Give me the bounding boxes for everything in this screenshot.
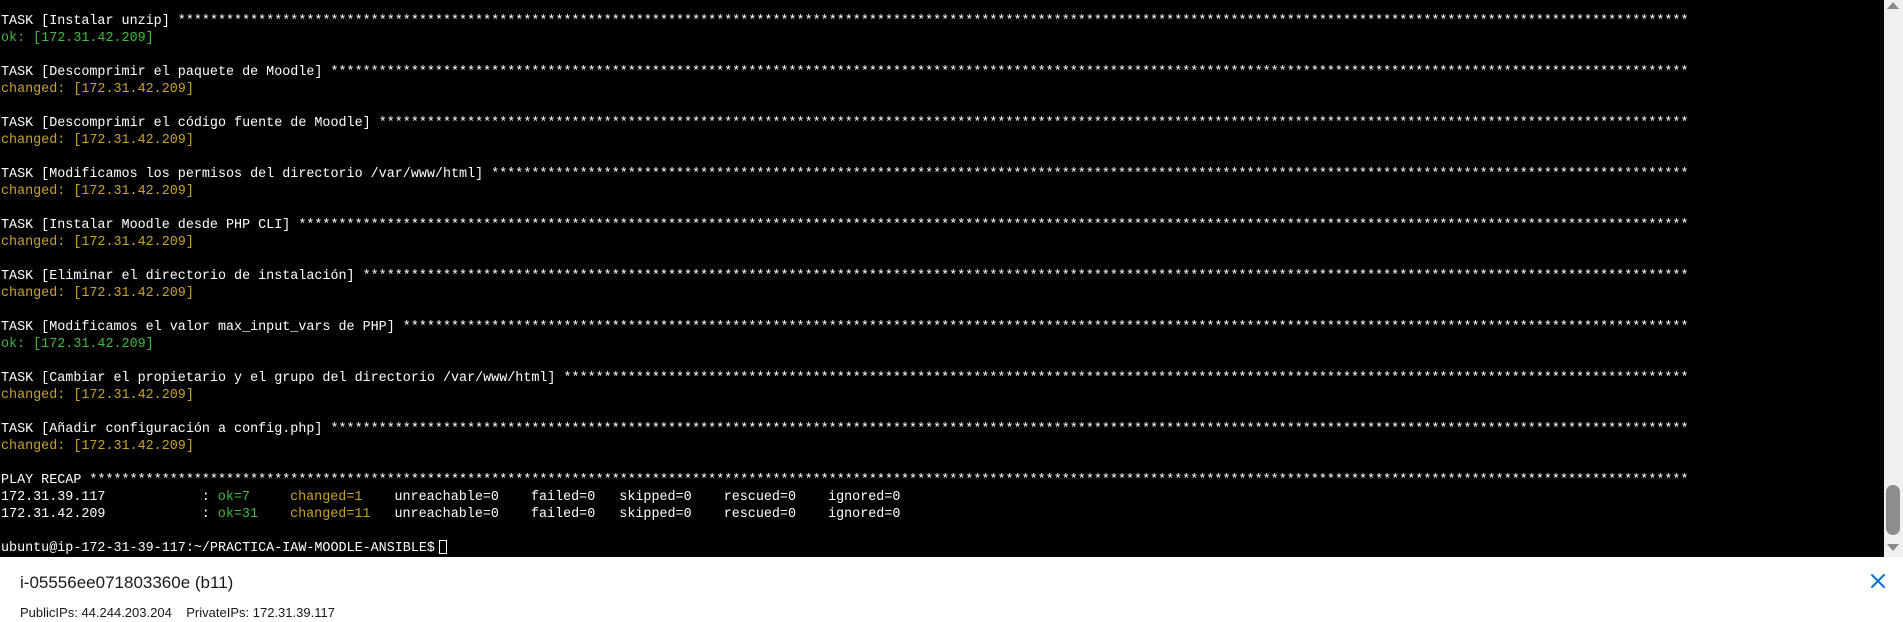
blank-line [1,47,1881,64]
task-result: changed: [172.31.42.209] [1,184,194,199]
task-separator: **************************************************************************************************************************************************************** [402,320,1689,335]
scrollbar-thumb[interactable] [1886,485,1900,535]
task-result: changed: [172.31.42.209] [1,133,194,148]
task-title: TASK [Descomprimir el código fuente de Moodle] [1,116,379,131]
task-separator: ******************************************************************************************************************************************************************************************** [177,14,1689,29]
private-ips-value: 172.31.39.117 [252,605,335,620]
task-line [1,370,1881,387]
recap-ignored: ignored=0 [828,507,901,522]
blank-line [1,200,1881,217]
recap-changed: changed=1 [290,490,363,505]
blank-line [1,404,1881,421]
recap-unreachable: unreachable=0 [394,490,499,505]
recap-host: 172.31.39.117 [1,490,106,505]
terminal-output [1,13,1881,557]
blank-line [1,251,1881,268]
recap-failed: failed=0 [530,507,596,522]
task-title: TASK [Instalar unzip] [1,14,178,29]
task-result: ok: [172.31.42.209] [1,337,154,352]
recap-host: 172.31.42.209 [1,507,106,522]
close-icon [1866,569,1890,593]
blank-line [1,302,1881,319]
instance-title: i-05556ee071803360e (b11) [20,573,234,592]
recap-unreachable: unreachable=0 [394,507,499,522]
task-result: changed: [172.31.42.209] [1,286,194,301]
private-ips-label: PrivateIPs: [186,605,250,620]
task-title: TASK [Instalar Moodle desde PHP CLI] [1,218,299,233]
task-result: changed: [172.31.42.209] [1,82,194,97]
terminal-cursor [439,540,447,554]
task-separator: ******************************************************************************************************************************************************************* [378,116,1689,131]
public-ips-value: 44.244.203.204 [81,605,172,620]
task-title: TASK [Cambiar el propietario y el grupo del directorio /var/www/html] [1,371,564,386]
instance-info-panel [0,557,1903,622]
blank-line [1,149,1881,166]
task-separator: ********************************************************************************************************************************************************************* [362,269,1689,284]
task-line [1,64,1881,81]
task-separator: ***************************************************************************************************************************************************************************** [298,218,1689,233]
blank-line [1,353,1881,370]
recap-skipped: skipped=0 [619,507,692,522]
blank-line [1,455,1881,472]
task-separator: ************************************************************************************************************************************************************************* [330,65,1689,80]
recap-rescued: rescued=0 [723,507,797,522]
task-result: changed: [172.31.42.209] [1,439,194,454]
task-line [1,115,1881,132]
task-title: TASK [Modificamos el valor max_input_vars de PHP] [1,320,403,335]
task-separator: ******************************************************************************************************************************************** [563,371,1689,386]
recap-failed: failed=0 [530,490,596,505]
task-line [1,13,1881,30]
recap-changed: changed=11 [290,507,371,522]
task-line [1,421,1881,438]
task-line [1,268,1881,285]
recap-colon: : [201,507,210,522]
blank-line [1,523,1881,540]
recap-row [1,489,1881,506]
task-result: changed: [172.31.42.209] [1,388,194,403]
recap-ok: ok=31 [217,507,258,522]
scroll-up-arrow-icon[interactable] [1887,2,1899,9]
recap-ignored: ignored=0 [828,490,901,505]
task-title: TASK [Añadir configuración a config.php] [1,422,331,437]
task-line [1,319,1881,336]
scroll-down-arrow-icon[interactable] [1887,544,1899,551]
task-title: TASK [Modificamos los permisos del directorio /var/www/html] [1,167,492,182]
prompt-line [1,540,1881,557]
task-separator: ***************************************************************************************************************************************************** [491,167,1689,182]
close-button[interactable] [1866,569,1890,593]
recap-rescued: rescued=0 [723,490,797,505]
task-title: TASK [Descomprimir el paquete de Moodle] [1,65,331,80]
recap-separator: ******************************************************************************************************************************************************************************************************* [89,473,1689,488]
recap-skipped: skipped=0 [619,490,692,505]
recap-title-line [1,472,1881,489]
shell-prompt: ubuntu@ip-172-31-39-117:~/PRACTICA-IAW-MOODLE-ANSIBLE$ [1,541,435,556]
instance-ips [20,605,335,620]
task-result: ok: [172.31.42.209] [1,31,154,46]
recap-row [1,506,1881,523]
terminal-scrollbar[interactable] [1884,0,1903,557]
blank-line [1,98,1881,115]
task-result: changed: [172.31.42.209] [1,235,194,250]
task-title: TASK [Eliminar el directorio de instalación] [1,269,363,284]
recap-ok: ok=7 [217,490,250,505]
public-ips-label: PublicIPs: [20,605,78,620]
recap-colon: : [201,490,210,505]
task-line [1,166,1881,183]
task-separator: ************************************************************************************************************************************************************************* [330,422,1689,437]
recap-title: PLAY RECAP [1,473,90,488]
task-line [1,217,1881,234]
